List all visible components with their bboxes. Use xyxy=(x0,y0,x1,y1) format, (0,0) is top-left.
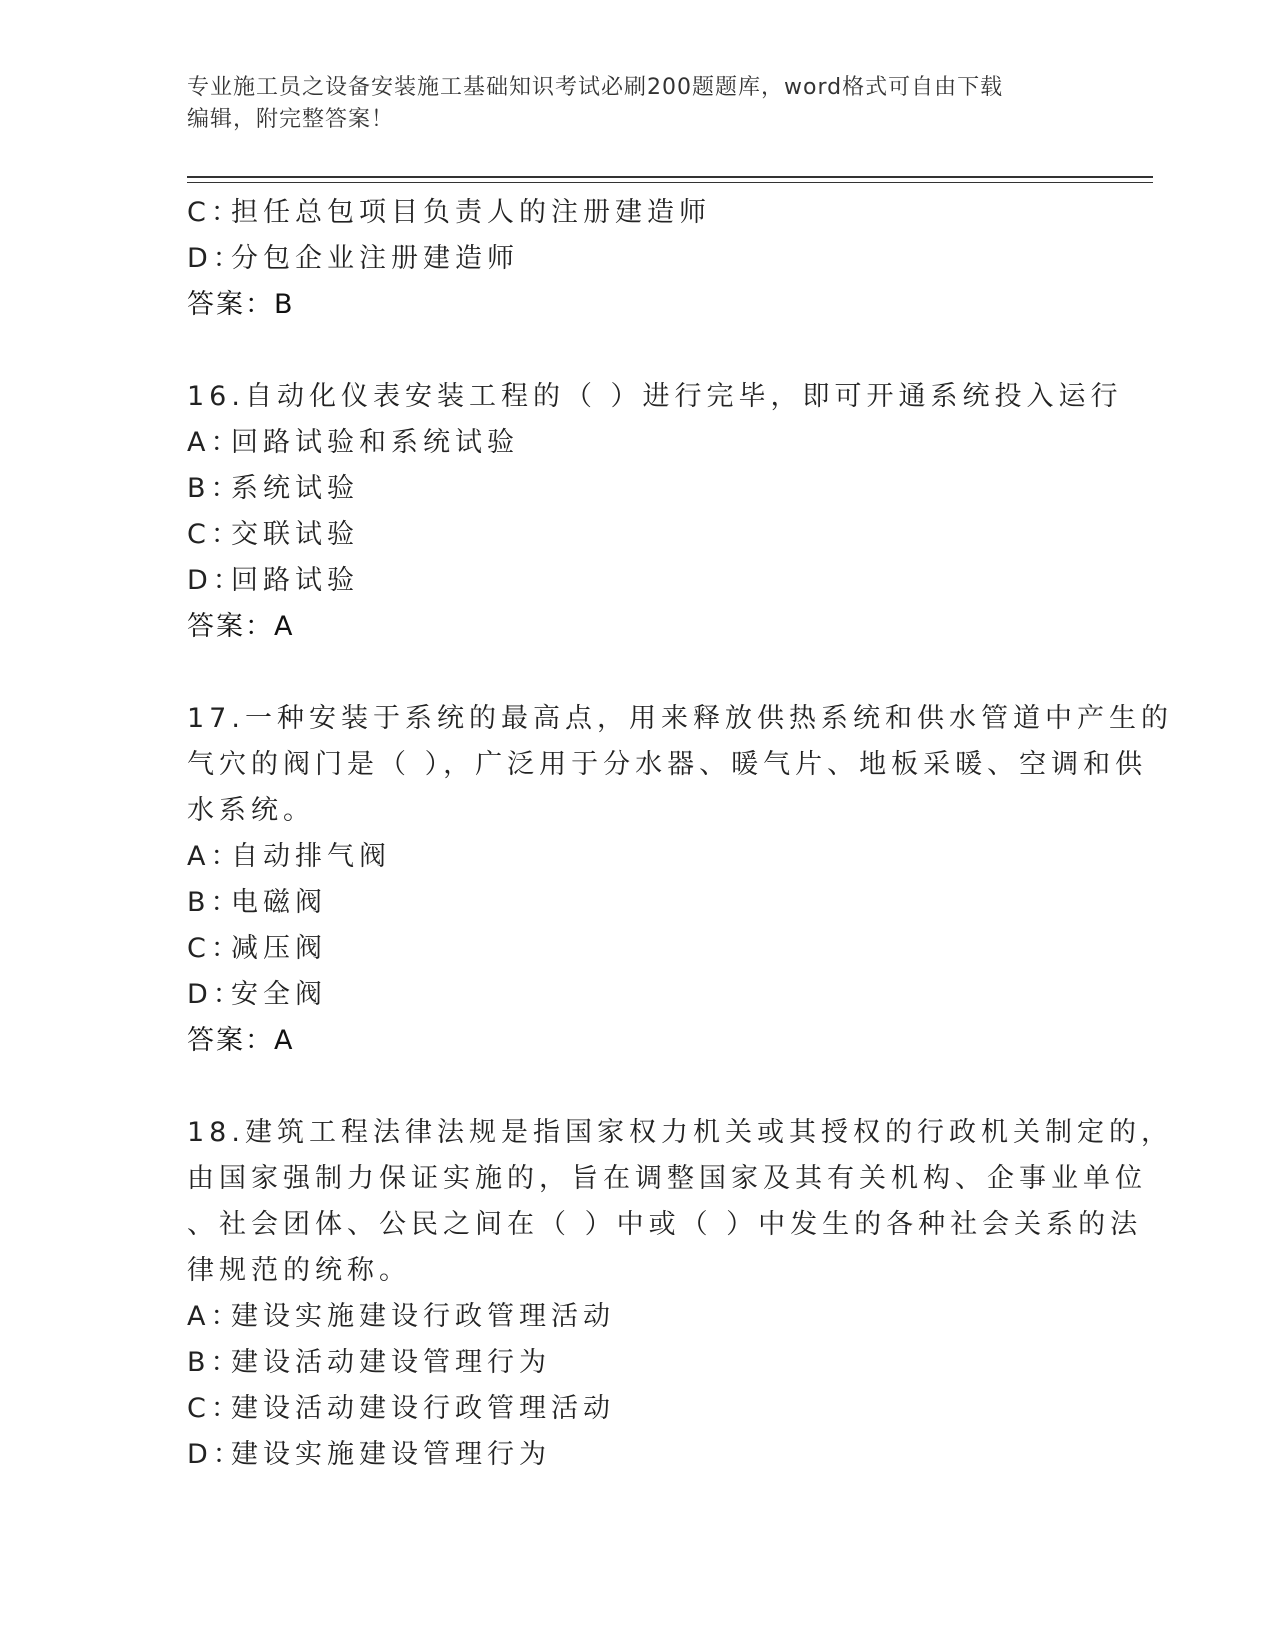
question-stem-line: 水系统。 xyxy=(187,795,315,826)
option-line xyxy=(187,1432,1087,1478)
header-divider-thick xyxy=(187,176,1153,178)
answer-line: 答案：A xyxy=(187,611,295,642)
option-line xyxy=(187,420,1087,466)
option-line xyxy=(187,880,1087,926)
header-title-line-1: 专业施工员之设备安装施工基础知识考试必刷200题题库，word格式可自由下载 xyxy=(187,75,1004,100)
question-18 xyxy=(187,1110,1173,1478)
option-text: 交联试验 xyxy=(231,519,359,550)
question-16 xyxy=(187,374,1123,650)
answer-line: 答案：A xyxy=(187,1025,295,1056)
option-line xyxy=(187,190,1087,236)
option-text: 回路试验和系统试验 xyxy=(231,427,519,458)
option-text: 安全阀 xyxy=(231,979,327,1010)
option-line xyxy=(187,466,1087,512)
question-17 xyxy=(187,696,1173,1064)
option-line xyxy=(187,972,1087,1018)
option-line xyxy=(187,1340,1087,1386)
option-key: A： xyxy=(187,1301,243,1332)
option-key: C： xyxy=(187,933,243,964)
option-text: 回路试验 xyxy=(231,565,359,596)
question-stem-line: 气穴的阀门是（ ），广泛用于分水器、暖气片、地板采暖、空调和供 xyxy=(187,749,1148,780)
option-line xyxy=(187,512,1087,558)
question-stem-line: 、社会团体、公民之间在（ ）中或（ ）中发生的各种社会关系的法 xyxy=(187,1209,1143,1240)
spacer xyxy=(187,1064,1087,1110)
header-title-line-2: 编辑，附完整答案！ xyxy=(187,107,395,132)
option-key: A： xyxy=(187,841,243,872)
option-text: 电磁阀 xyxy=(231,887,327,918)
question-stem-line: 17.一种安装于系统的最高点，用来释放供热系统和供水管道中产生的 xyxy=(187,703,1173,734)
option-line xyxy=(187,1294,1087,1340)
option-line xyxy=(187,558,1087,604)
option-text: 建设活动建设管理行为 xyxy=(231,1347,551,1378)
question-body xyxy=(187,190,1173,1478)
option-text: 自动排气阀 xyxy=(231,841,391,872)
option-text: 担任总包项目负责人的注册建造师 xyxy=(231,197,711,228)
option-text: 建设活动建设行政管理活动 xyxy=(231,1393,615,1424)
option-text: 分包企业注册建造师 xyxy=(231,243,519,274)
option-text: 建设实施建设行政管理活动 xyxy=(231,1301,615,1332)
question-stem-line: 16.自动化仪表安装工程的（ ）进行完毕，即可开通系统投入运行 xyxy=(187,381,1123,412)
option-key: D： xyxy=(187,243,245,274)
question-stem-line: 由国家强制力保证实施的，旨在调整国家及其有关机构、企事业单位 xyxy=(187,1163,1147,1194)
option-text: 减压阀 xyxy=(231,933,327,964)
option-key: C： xyxy=(187,197,243,228)
option-line xyxy=(187,1386,1087,1432)
spacer xyxy=(187,650,1087,696)
option-key: B： xyxy=(187,887,243,918)
option-key: B： xyxy=(187,1347,243,1378)
spacer xyxy=(187,328,1087,374)
option-text: 系统试验 xyxy=(231,473,359,504)
option-key: C： xyxy=(187,519,243,550)
option-text: 建设实施建设管理行为 xyxy=(231,1439,551,1470)
option-key: D： xyxy=(187,565,245,596)
header-divider-thin xyxy=(187,182,1153,183)
option-key: D： xyxy=(187,979,245,1010)
option-key: B： xyxy=(187,473,243,504)
option-key: D： xyxy=(187,1439,245,1470)
question-stem-line: 律规范的统称。 xyxy=(187,1255,411,1286)
option-key: A： xyxy=(187,427,243,458)
answer-line: 答案：B xyxy=(187,289,295,320)
option-line xyxy=(187,834,1087,880)
option-line xyxy=(187,236,1087,282)
option-line xyxy=(187,926,1087,972)
document-header xyxy=(187,72,1067,136)
option-key: C： xyxy=(187,1393,243,1424)
question-stem-line: 18.建筑工程法律法规是指国家权力机关或其授权的行政机关制定的， xyxy=(187,1117,1173,1148)
